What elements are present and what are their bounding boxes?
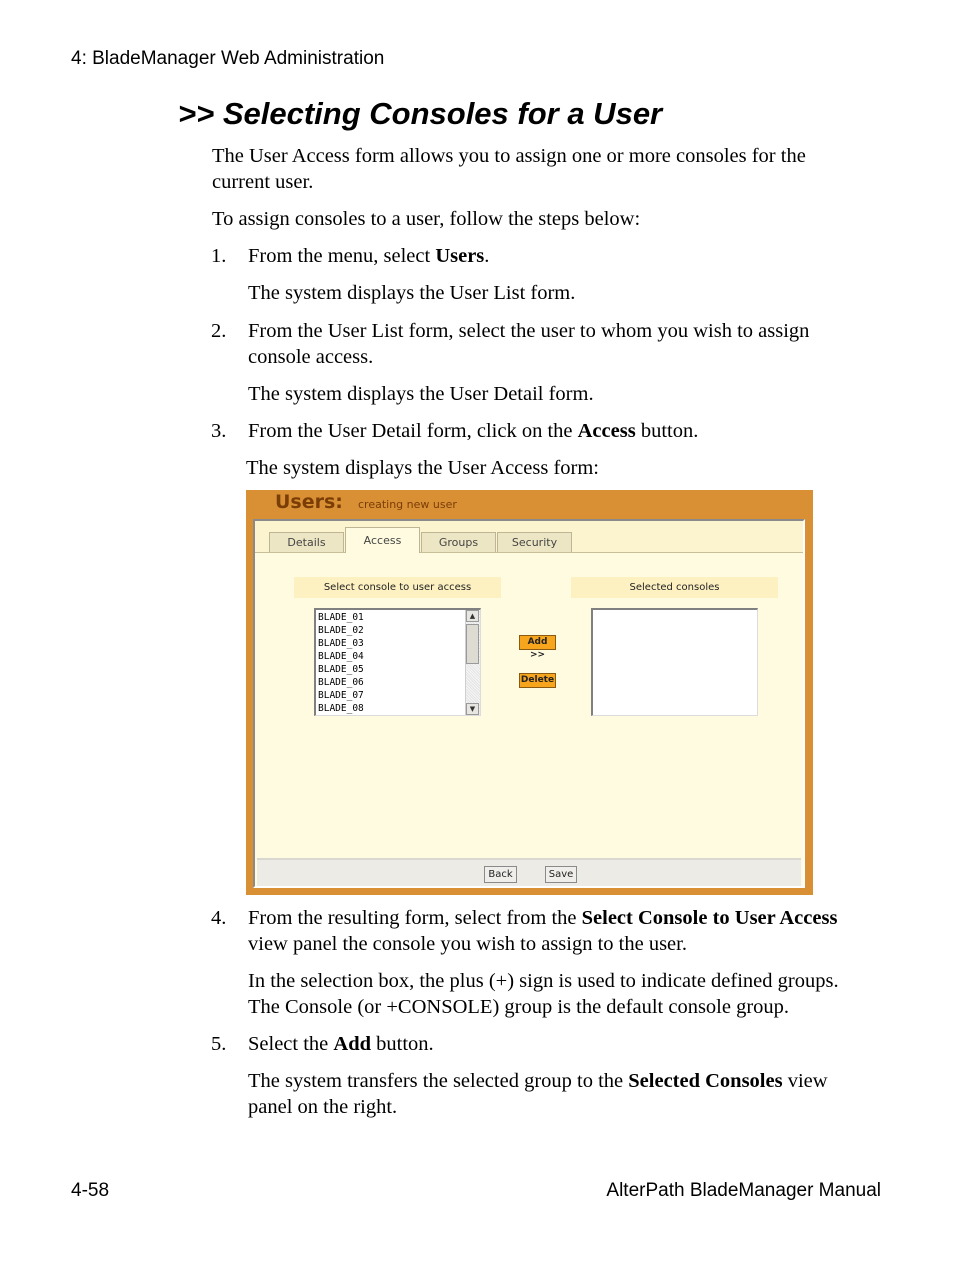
note-line: The Console (or +CONSOLE) group is the default console group. — [248, 996, 790, 1018]
intro-line-2: current user. — [212, 171, 314, 193]
running-head: 4: BladeManager Web Administration — [71, 48, 385, 69]
note-line: In the selection box, the plus (+) sign is used to indicate defined groups. — [248, 970, 839, 992]
save-button[interactable]: Save — [545, 866, 577, 883]
tab-bar — [255, 521, 803, 553]
delete-button[interactable]: Delete — [519, 673, 556, 688]
ui-term: Users — [435, 245, 485, 267]
step-text: . — [484, 245, 490, 267]
section-title: >> Selecting Consoles for a User — [178, 96, 663, 131]
list-item[interactable]: BLADE_02 — [318, 625, 364, 636]
intro-line-1: The User Access form allows you to assign one or more consoles for the — [212, 145, 806, 167]
tab-details[interactable]: Details — [269, 532, 344, 552]
step-line: console access. — [248, 346, 374, 368]
step-4-note — [248, 968, 839, 1020]
step-4-text — [248, 905, 837, 957]
scroll-thumb[interactable] — [466, 624, 479, 664]
step-number: 3. — [211, 420, 227, 442]
step-3-text — [248, 418, 698, 444]
form-subtitle: creating new user — [358, 498, 457, 511]
step-number: 2. — [211, 320, 227, 342]
step-number: 4. — [211, 907, 227, 929]
scroll-down-icon[interactable]: ▼ — [466, 703, 479, 715]
step-text: From the User Detail form, click on the — [248, 420, 578, 442]
step-2-text — [248, 318, 809, 370]
result-line — [248, 1068, 828, 1094]
ui-term: Add — [333, 1033, 371, 1055]
step-2-result: The system displays the User Detail form. — [248, 383, 594, 405]
selected-consoles-label: Selected consoles — [571, 577, 778, 598]
intro-paragraph — [212, 143, 806, 195]
list-item[interactable]: BLADE_01 — [318, 612, 364, 623]
step-number: 1. — [211, 245, 227, 267]
form-button-bar — [257, 858, 801, 886]
step-1-text — [248, 243, 489, 269]
step-line — [248, 905, 837, 931]
step-5-text — [248, 1031, 434, 1057]
list-item[interactable]: BLADE_05 — [318, 664, 364, 675]
step-text: From the menu, select — [248, 245, 436, 267]
user-access-form-screenshot — [246, 490, 813, 895]
form-frame — [253, 519, 805, 888]
page-number: 4-58 — [71, 1180, 110, 1201]
back-button[interactable]: Back — [484, 866, 517, 883]
list-item[interactable]: BLADE_08 — [318, 703, 364, 714]
result-line: panel on the right. — [248, 1096, 398, 1118]
step-3-result: The system displays the User Access form: — [246, 457, 599, 479]
step-1-result: The system displays the User List form. — [248, 282, 576, 304]
step-number: 5. — [211, 1033, 227, 1055]
list-item[interactable]: BLADE_06 — [318, 677, 364, 688]
manual-title: AlterPath BladeManager Manual — [606, 1180, 881, 1201]
step-line: From the User List form, select the user to whom you wish to assign — [248, 320, 810, 342]
ui-term: Select Console to User Access — [581, 907, 838, 929]
list-item[interactable]: BLADE_07 — [318, 690, 364, 701]
ui-term: Selected Consoles — [628, 1070, 783, 1092]
step-line: view panel the console you wish to assign to the user. — [248, 933, 687, 955]
console-listbox[interactable] — [314, 608, 481, 716]
step-text: button. — [371, 1033, 434, 1055]
step-text: view — [782, 1070, 828, 1092]
select-console-label: Select console to user access — [294, 577, 501, 598]
tab-groups[interactable]: Groups — [421, 532, 496, 552]
scroll-up-icon[interactable]: ▲ — [466, 610, 479, 622]
add-button[interactable]: Add >> — [519, 635, 556, 650]
list-item[interactable]: BLADE_03 — [318, 638, 364, 649]
form-title: Users: — [275, 491, 343, 513]
listbox-scrollbar[interactable] — [465, 610, 480, 715]
selected-consoles-listbox[interactable] — [591, 608, 758, 716]
console-list — [318, 611, 364, 715]
list-item[interactable]: BLADE_04 — [318, 651, 364, 662]
step-text: Select the — [248, 1033, 334, 1055]
step-5-result — [248, 1068, 828, 1120]
step-text: The system transfers the selected group to the — [248, 1070, 629, 1092]
step-text: button. — [635, 420, 699, 442]
step-text: From the resulting form, select from the — [248, 907, 582, 929]
tab-security[interactable]: Security — [497, 532, 572, 552]
intro-steps: To assign consoles to a user, follow the steps below: — [212, 208, 641, 230]
tab-access[interactable]: Access — [345, 527, 420, 553]
ui-term: Access — [577, 420, 636, 442]
